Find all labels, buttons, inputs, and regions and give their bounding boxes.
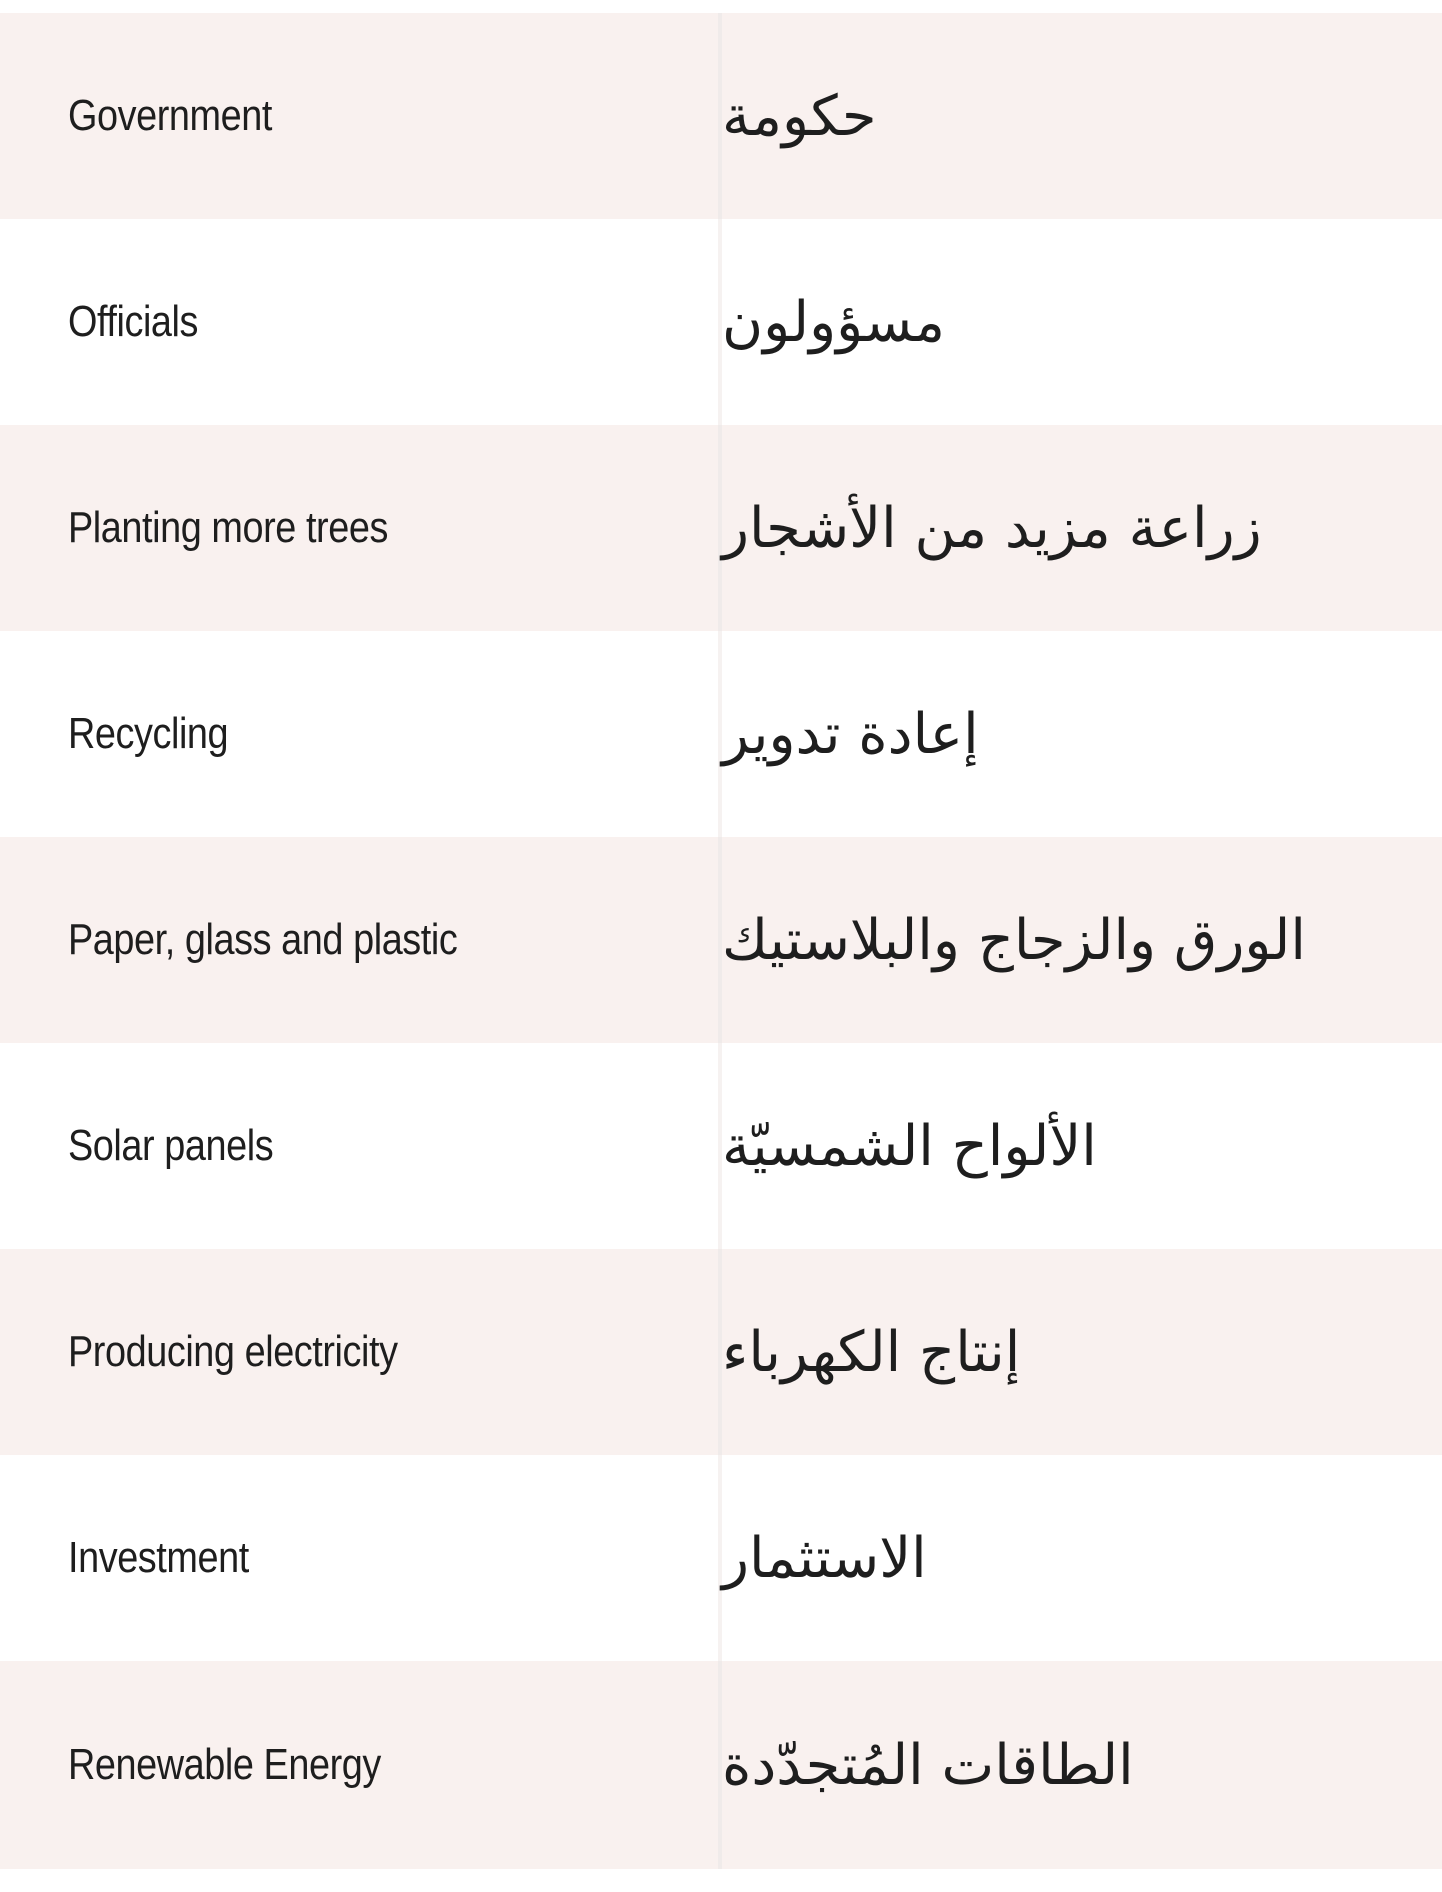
arabic-term: حكومة <box>722 13 1442 219</box>
arabic-term: الطاقات المُتجدّدة <box>722 1661 1442 1869</box>
english-term <box>0 837 718 1043</box>
arabic-term: الألواح الشمسيّة <box>722 1043 1442 1249</box>
english-term <box>0 1661 718 1869</box>
english-term-text: Renewable Energy <box>68 1740 381 1789</box>
table-row <box>0 837 1442 1043</box>
table-row <box>0 1661 1442 1869</box>
english-term <box>0 219 718 425</box>
arabic-term: زراعة مزيد من الأشجار <box>722 425 1442 631</box>
arabic-term: إعادة تدوير <box>722 631 1442 837</box>
table-row <box>0 631 1442 837</box>
table-row <box>0 13 1442 219</box>
arabic-term: الاستثمار <box>722 1455 1442 1661</box>
english-term <box>0 631 718 837</box>
english-term-text: Recycling <box>68 709 229 758</box>
english-term-text: Government <box>68 91 272 140</box>
arabic-term: الورق والزجاج والبلاستيك <box>722 837 1442 1043</box>
table-row <box>0 219 1442 425</box>
vocabulary-table <box>0 13 1442 1869</box>
english-term-text: Officials <box>68 297 199 346</box>
english-term <box>0 13 718 219</box>
table-row <box>0 1249 1442 1455</box>
table-row <box>0 1455 1442 1661</box>
table-row <box>0 1043 1442 1249</box>
english-term <box>0 425 718 631</box>
arabic-term: إنتاج الكهرباء <box>722 1249 1442 1455</box>
english-term-text: Investment <box>68 1533 249 1582</box>
english-term <box>0 1249 718 1455</box>
english-term-text: Solar panels <box>68 1121 274 1170</box>
english-term-text: Producing electricity <box>68 1327 398 1376</box>
english-term <box>0 1455 718 1661</box>
table-row <box>0 425 1442 631</box>
arabic-term: مسؤولون <box>722 219 1442 425</box>
english-term-text: Planting more trees <box>68 503 388 552</box>
english-term <box>0 1043 718 1249</box>
english-term-text: Paper, glass and plastic <box>68 915 458 964</box>
